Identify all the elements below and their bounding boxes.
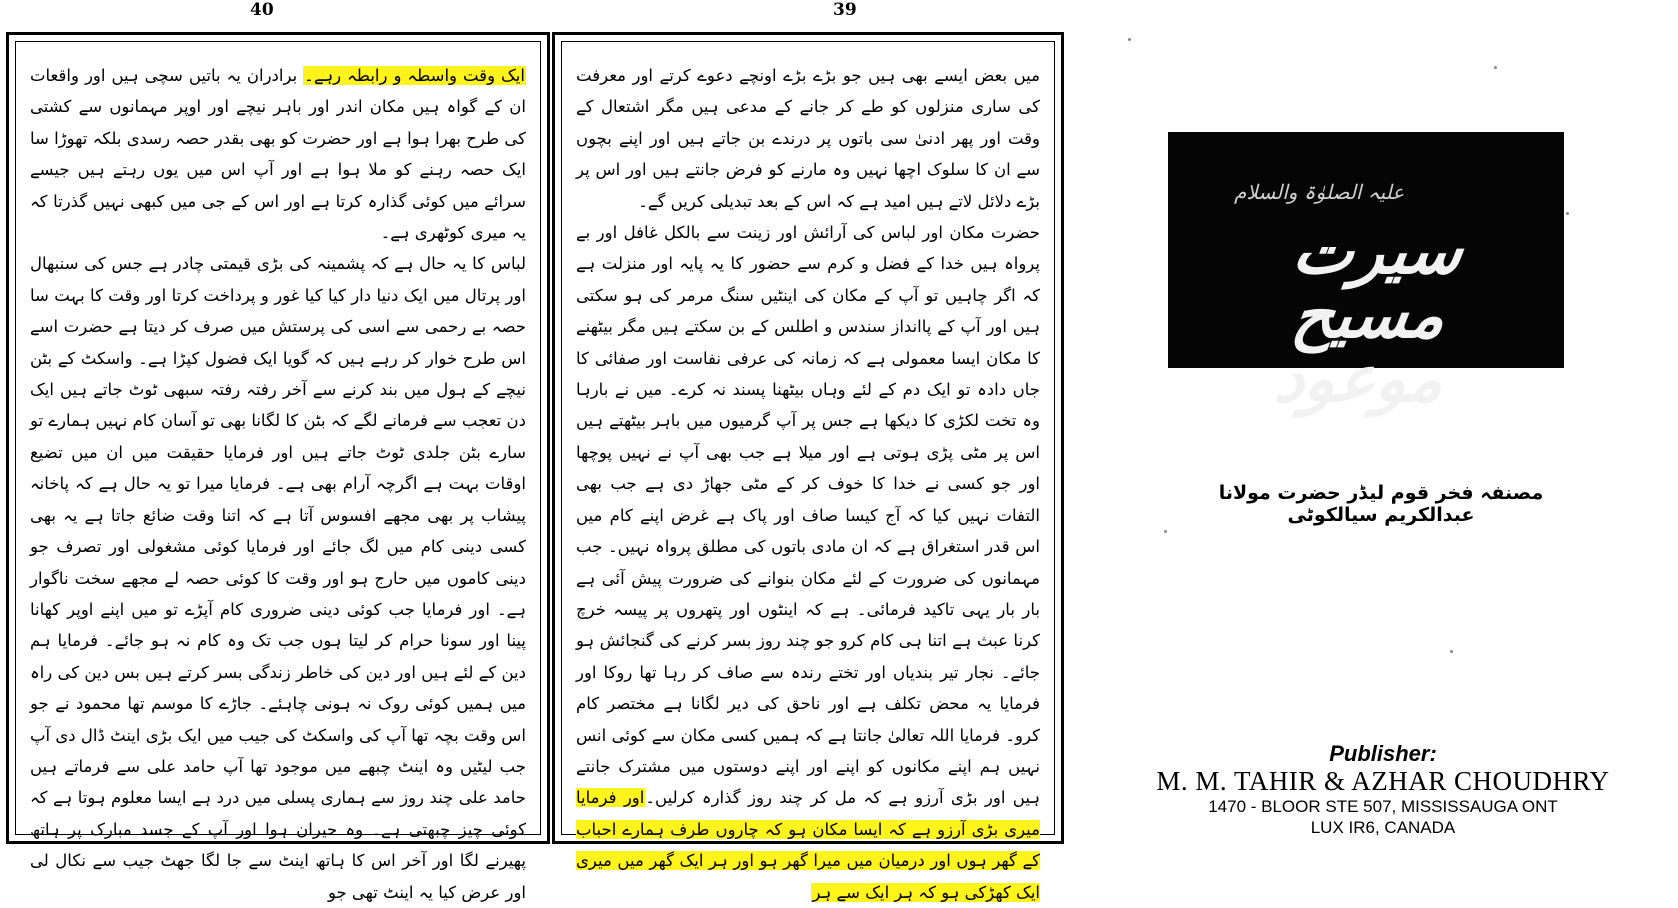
publisher-name: M. M. TAHIR & AZHAR CHOUDHRY bbox=[1156, 766, 1610, 796]
publisher-address-line-1: 1470 - BLOOR STE 507, MISSISSAUGA ONT bbox=[1208, 797, 1558, 816]
left-page-paragraph-1 bbox=[30, 60, 526, 248]
right-page-text-frame bbox=[561, 41, 1055, 902]
right-page-paragraph-2 bbox=[576, 217, 1040, 908]
paragraph-text: برادران یہ باتیں سچی ہیں اور واقعات ان کے گواہ ہیں مکان اندر اور باہر نیچے اور اوپر مہمانوں سے کشتی کی طرح بھرا ہوا ہے اور حضرت کو بھی بقدر حصہ رسدی بلکہ تھوڑا سا ایک حصہ رہنے کو ملا ہوا ہے اور آپ اس میں یوں رہتے ہیں جیسے سرائے میں کوئی گذارہ کرتا ہے اور اس کے جی میں کبھی نہیں گذرتا کہ یہ میری کوٹھری ہے۔ bbox=[30, 66, 526, 243]
left-page-paragraph-2 bbox=[30, 248, 526, 908]
right-page-number: 39 bbox=[833, 0, 857, 20]
left-page-number: 40 bbox=[250, 0, 274, 20]
right-page-paragraph-1 bbox=[576, 60, 1040, 217]
left-page bbox=[6, 32, 550, 902]
publisher-address-line-2: LUX IR6, CANADA bbox=[1310, 818, 1456, 837]
scan-speck bbox=[1566, 212, 1569, 215]
scan-speck bbox=[1494, 66, 1497, 69]
highlighted-passage: اور فرمایا میری بڑی آرزو ہے کہ ایسا مکان ہو کہ چاروں طرف ہمارے احباب کے گھر ہوں اور درمیان میں میرا گھر ہو اور ہر ایک گھر میں میری ایک کھڑکی ہو کہ ہر ایک سے ہر bbox=[576, 788, 1040, 902]
left-page-text-frame bbox=[15, 41, 541, 902]
highlighted-phrase: ایک وقت واسطہ و رابطہ رہے۔ bbox=[304, 66, 525, 85]
scan-speck bbox=[1164, 530, 1167, 533]
cover-title: سیرت مسیح موعود bbox=[1271, 214, 1468, 417]
publisher-label: Publisher: bbox=[1329, 741, 1437, 766]
paragraph-text: لباس کا یہ حال ہے کہ پشمینہ کی بڑی قیمتی چادر ہے جس کی سنبھال اور پرتال میں ایک دنیا دار کیا کیا غور و پرداخت کرتا اور وقت کا بہت سا حصہ بے رحمی سے اسی کی پرستش میں صرف کر دیتا ہے حضرت اسے اس طرح خوار کر رہے ہیں کہ گویا ایک فضول کپڑا ہے۔ واسکٹ کے بٹن نیچے کے ہول میں بند کرنے سے آخر رفتہ رفتہ سبھی ٹوٹ جاتے ہیں ایک دن تعجب سے فرمانے لگے کہ بٹن کا لگانا بھی تو آسان کام نہیں ہمارے تو سارے بٹن جلدی ٹوٹ جاتے ہیں اور فرمایا حقیقت میں ان میں تضیع اوقات بہت ہے اگرچہ آرام بھی ہے۔ فرمایا میرا تو یہ حال ہے کہ پاخانہ پیشاب پر بھی مجھے افسوس آتا ہے کہ اتنا وقت ضائع جاتا ہے یہ بھی کسی دینی کام میں لگ جائے اور فرمایا کوئی مشغولی اور تصرف جو دینی کاموں میں حارج ہو اور وقت کا کوئی حصہ لے مجھے سخت ناگوار ہے۔ اور فرمایا جب کوئی دینی ضروری کام آپڑے تو میں اپنے اوپر کھانا پینا اور سونا حرام کر لیتا ہوں جب تک وہ کام نہ ہو جائے۔ فرمایا ہم دین کے لئے ہیں اور دین کی خاطر زندگی بسر کرتے ہیں بس دین کی راہ میں ہمیں کوئی روک نہ ہونی چاہئے۔ جاڑے کا موسم تھا محمود نے جو اس وقت بچہ تھا آپ کی واسکٹ کی جیب میں ایک بڑی اینٹ ڈال دی آپ جب لیٹیں وہ اینٹ چبھے میں موجود تھا آپ حامد علی سے فرماتے ہیں حامد علی چند روز سے ہماری پسلی میں درد ہے ایسا معلوم ہوتا ہے کہ کوئی چیز چبھتی ہے۔ وہ حیران ہوا اور آپ کے جسد مبارک پر ہاتھ پھیرنے لگا اور آخر اس کا ہاتھ اینٹ سے جا لگا جھٹ جیب سے نکال لی اور عرض کیا یہ اینٹ تھی جو bbox=[30, 254, 526, 902]
cover-salutation: علیہ الصلوٰۃ والسلام bbox=[1234, 180, 1405, 204]
scan-speck bbox=[1450, 650, 1453, 653]
cover-title-block bbox=[1168, 132, 1564, 417]
author-credit: مصنفہ فخر قوم لیڈر حضرت مولانا عبدالکریم سیالکوٹی bbox=[1218, 482, 1544, 526]
scan-speck bbox=[1128, 38, 1131, 41]
paragraph-text: میں بعض ایسے بھی ہیں جو بڑے بڑے اونچے دعوے کرتے اور معرفت کی ساری منزلوں کو طے کر جانے کے مدعی ہیں مگر اشتعال کے وقت اور پھر ادنیٰ سی باتوں پر درندے بن جاتے ہیں اور اپنے بچوں سے ان کا سلوک اچھا نہیں وہ مارنے کو فرض جانتے ہیں اور اس پر بڑے دلائل لاتے ہیں امید ہے کہ اس کے بعد تبدیلی کریں گے۔ bbox=[576, 66, 1040, 211]
paragraph-text: حضرت مکان اور لباس کی آرائش اور زینت سے بالکل غافل اور بے پرواہ ہیں خدا کے فضل و کرم سے حضور کا یہ پایہ اور منزلت ہے کہ اگر چاہیں تو آپ کے مکان کی اینٹیں سنگ مرمر کی ہو سکتی ہیں اور آپ کے پاانداز سندس و اطلس کے بن سکتے ہیں مگر بیٹھنے کا مکان ایسا معمولی ہے کہ زمانہ کی عرفی نفاست اور صفائی کا جاں دادہ تو ایک دم کے لئے وہاں بیٹھنا پسند نہ کرے۔ میں نے بارہا وہ تخت لکڑی کا دیکھا ہے جس پر آپ گرمیوں میں باہر بیٹھتے ہیں اس پر مٹی پڑی ہوتی ہے اور میلا ہے جب بھی آپ نے نہیں پوچھا اور جو کسی نے خدا کا خوف کر کے مٹی جھاڑ دی ہے جب بھی التفات نہیں کیا کہ آج کیسا صاف اور پاک ہے غرض اپنے کام میں اس قدر استغراق ہے کہ ان مادی باتوں کی مطلق پرواہ نہیں۔ جب مہمانوں کی ضرورت کے لئے مکان بنوانے کی ضرورت پیش آئی ہے بار بار یہی تاکید فرمائی۔ ہے کہ اینٹوں اور پتھروں پر پیسہ خرچ کرنا عبث ہے اتنا ہی کام کرو جو چند روز بسر کرنے کی گنجائش ہو جائے۔ نجار تیر بندیاں اور تختے رندہ سے صاف کر رہا تھا روکا اور فرمایا یہ محض تکلف ہے اور ناحق کی دیر لگانا ہے مختصر کام کرو۔ فرمایا اللہ تعالیٰ جانتا ہے کہ ہمیں کسی مکان سے کوئی انس نہیں ہم اپنے مکانوں کو اپنے اور اپنے دوستوں میں مشترک جانتے ہیں اور بڑی آرزو ہے کہ مل کر چند روز گذارہ کرلیں۔ bbox=[576, 223, 1040, 808]
publisher-block bbox=[1148, 742, 1618, 838]
right-page bbox=[552, 32, 1064, 902]
